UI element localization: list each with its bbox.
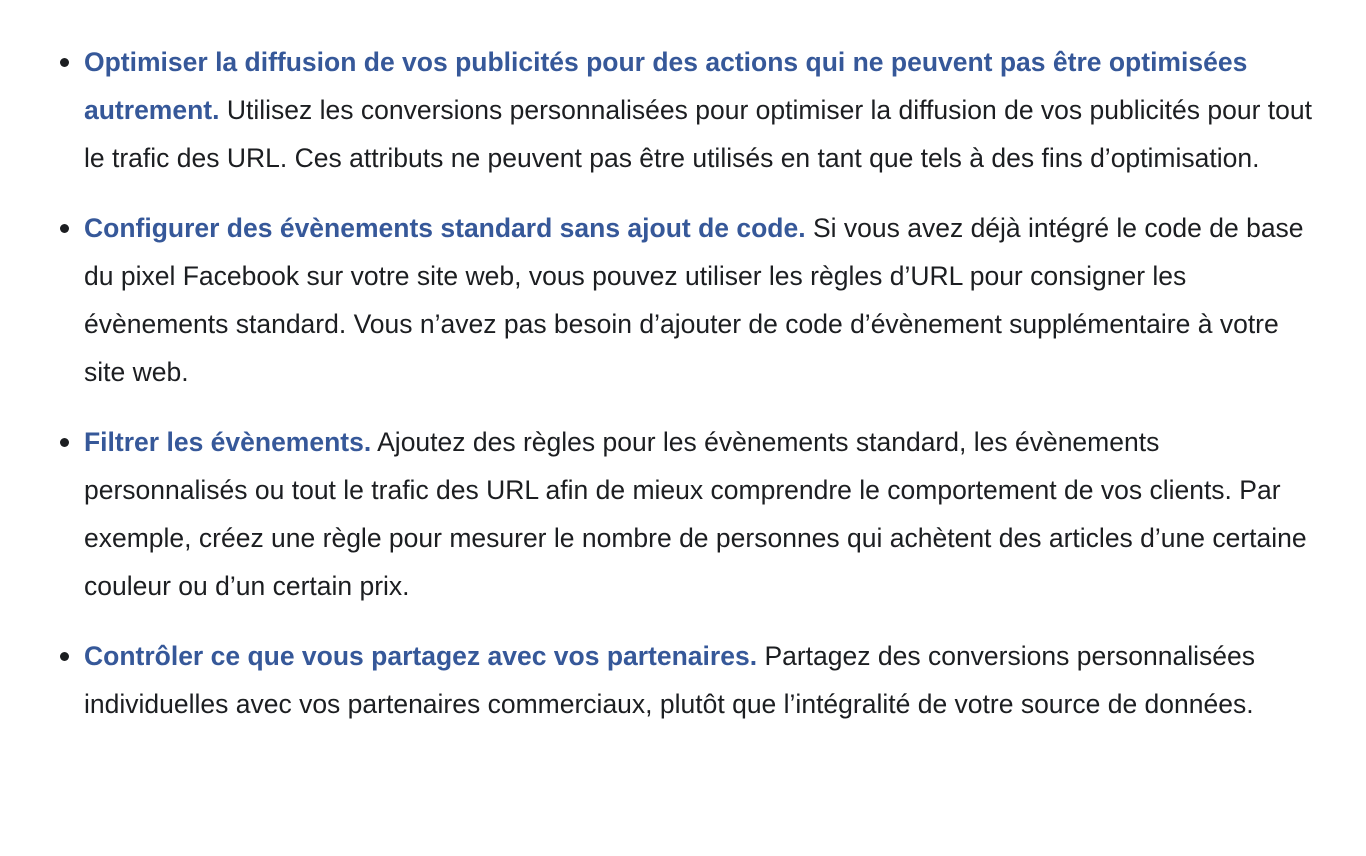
bullet-icon: [60, 224, 69, 233]
list-item: [84, 418, 1324, 610]
benefit-title: Filtrer les évènements.: [84, 427, 372, 457]
benefit-title: Optimiser la diffusion de vos publicités pour des actions qui ne peuvent pas être optimisées autrement.: [84, 47, 1248, 125]
bullet-icon: [60, 652, 69, 661]
benefit-description: Utilisez les conversions personnalisées pour optimiser la diffusion de vos publicités pour tout le trafic des URL. Ces attributs ne peuvent pas être utilisés en tant que tels à des fins d’optimisation.: [84, 95, 1312, 173]
benefit-description: Partagez des conversions personnalisées individuelles avec vos partenaires commerciaux, plutôt que l’intégralité de votre source de données.: [84, 641, 1255, 719]
benefit-description: Si vous avez déjà intégré le code de base du pixel Facebook sur votre site web, vous pouvez utiliser les règles d’URL pour consigner les évènements standard. Vous n’avez pas besoin d’ajouter de code d’évènement supplémentaire à votre site web.: [84, 213, 1304, 387]
bullet-icon: [60, 58, 69, 67]
benefits-list: [84, 38, 1324, 728]
benefit-title: Configurer des évènements standard sans ajout de code.: [84, 213, 806, 243]
list-item: [84, 632, 1324, 728]
list-item: [84, 204, 1324, 396]
list-item: [84, 38, 1324, 182]
bullet-icon: [60, 438, 69, 447]
benefit-title: Contrôler ce que vous partagez avec vos partenaires.: [84, 641, 758, 671]
benefit-description: Ajoutez des règles pour les évènements standard, les évènements personnalisés ou tout le trafic des URL afin de mieux comprendre le comportement de vos clients. Par exemple, créez une règle pour mesurer le nombre de personnes qui achètent des articles d’une certaine couleur ou d’un certain prix.: [84, 427, 1307, 601]
benefits-section: [84, 38, 1324, 728]
